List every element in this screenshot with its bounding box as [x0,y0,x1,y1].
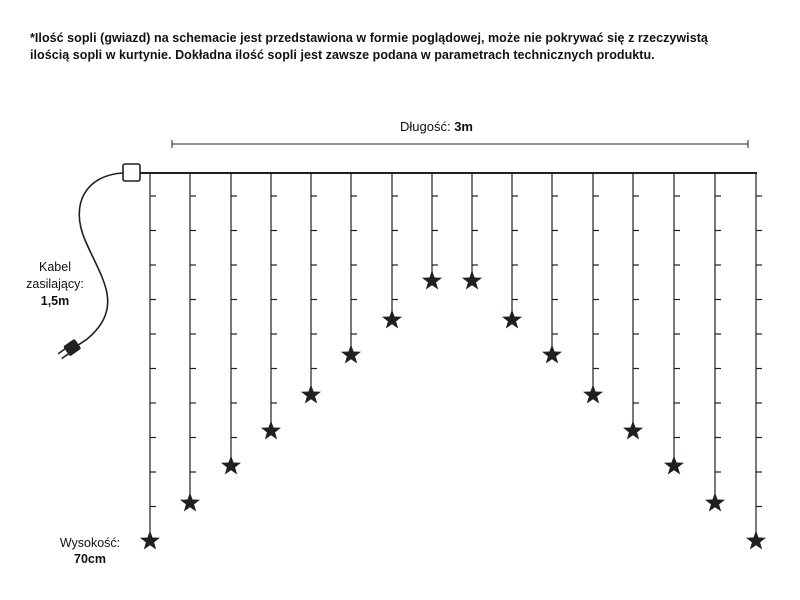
strand [542,173,562,363]
strand [341,173,361,363]
strand [746,173,766,549]
star-icon [623,421,643,440]
plug-icon [56,339,81,361]
length-value: 3m [454,119,473,134]
strand [221,173,241,474]
length-caption: Długość: [400,119,451,134]
star-icon [382,310,402,329]
strand [261,173,281,439]
strands-group [140,173,766,549]
strand [422,173,442,289]
strand [382,173,402,328]
star-icon [583,385,603,404]
strand [705,173,725,511]
strand [462,173,482,289]
strand [623,173,643,439]
star-icon [705,493,725,512]
star-icon [502,310,522,329]
disclaimer-line-2: ilością sopli w kurtynie. Dokładna ilość sopli jest zawsze podana w parametrach technicznych produktu. [30,48,655,62]
length-dimension-line [172,140,748,148]
cable-caption-line-2: zasilający: [26,277,84,291]
star-icon [422,271,442,290]
disclaimer-line-1: *Ilość sopli (gwiazd) na schemacie jest przedstawiona w formie poglądowej, może nie pokrywać się z rzeczywistą [30,31,708,45]
star-icon [221,456,241,475]
star-icon [664,456,684,475]
height-caption: Wysokość: [59,536,121,550]
strand [140,173,160,549]
star-icon [140,531,160,550]
star-icon [341,345,361,364]
strand [583,173,603,403]
connector-box-icon [123,164,140,181]
star-icon [261,421,281,440]
strand [502,173,522,328]
height-value: 70cm [74,552,106,566]
strand [180,173,200,511]
strand [664,173,684,474]
star-icon [542,345,562,364]
star-icon [462,271,482,290]
star-icon [180,493,200,512]
cable-caption-line-1: Kabel [39,260,71,274]
strand [301,173,321,403]
power-cable [78,173,123,345]
cable-length-value: 1,5m [40,294,70,308]
star-icon [746,531,766,550]
star-icon [301,385,321,404]
